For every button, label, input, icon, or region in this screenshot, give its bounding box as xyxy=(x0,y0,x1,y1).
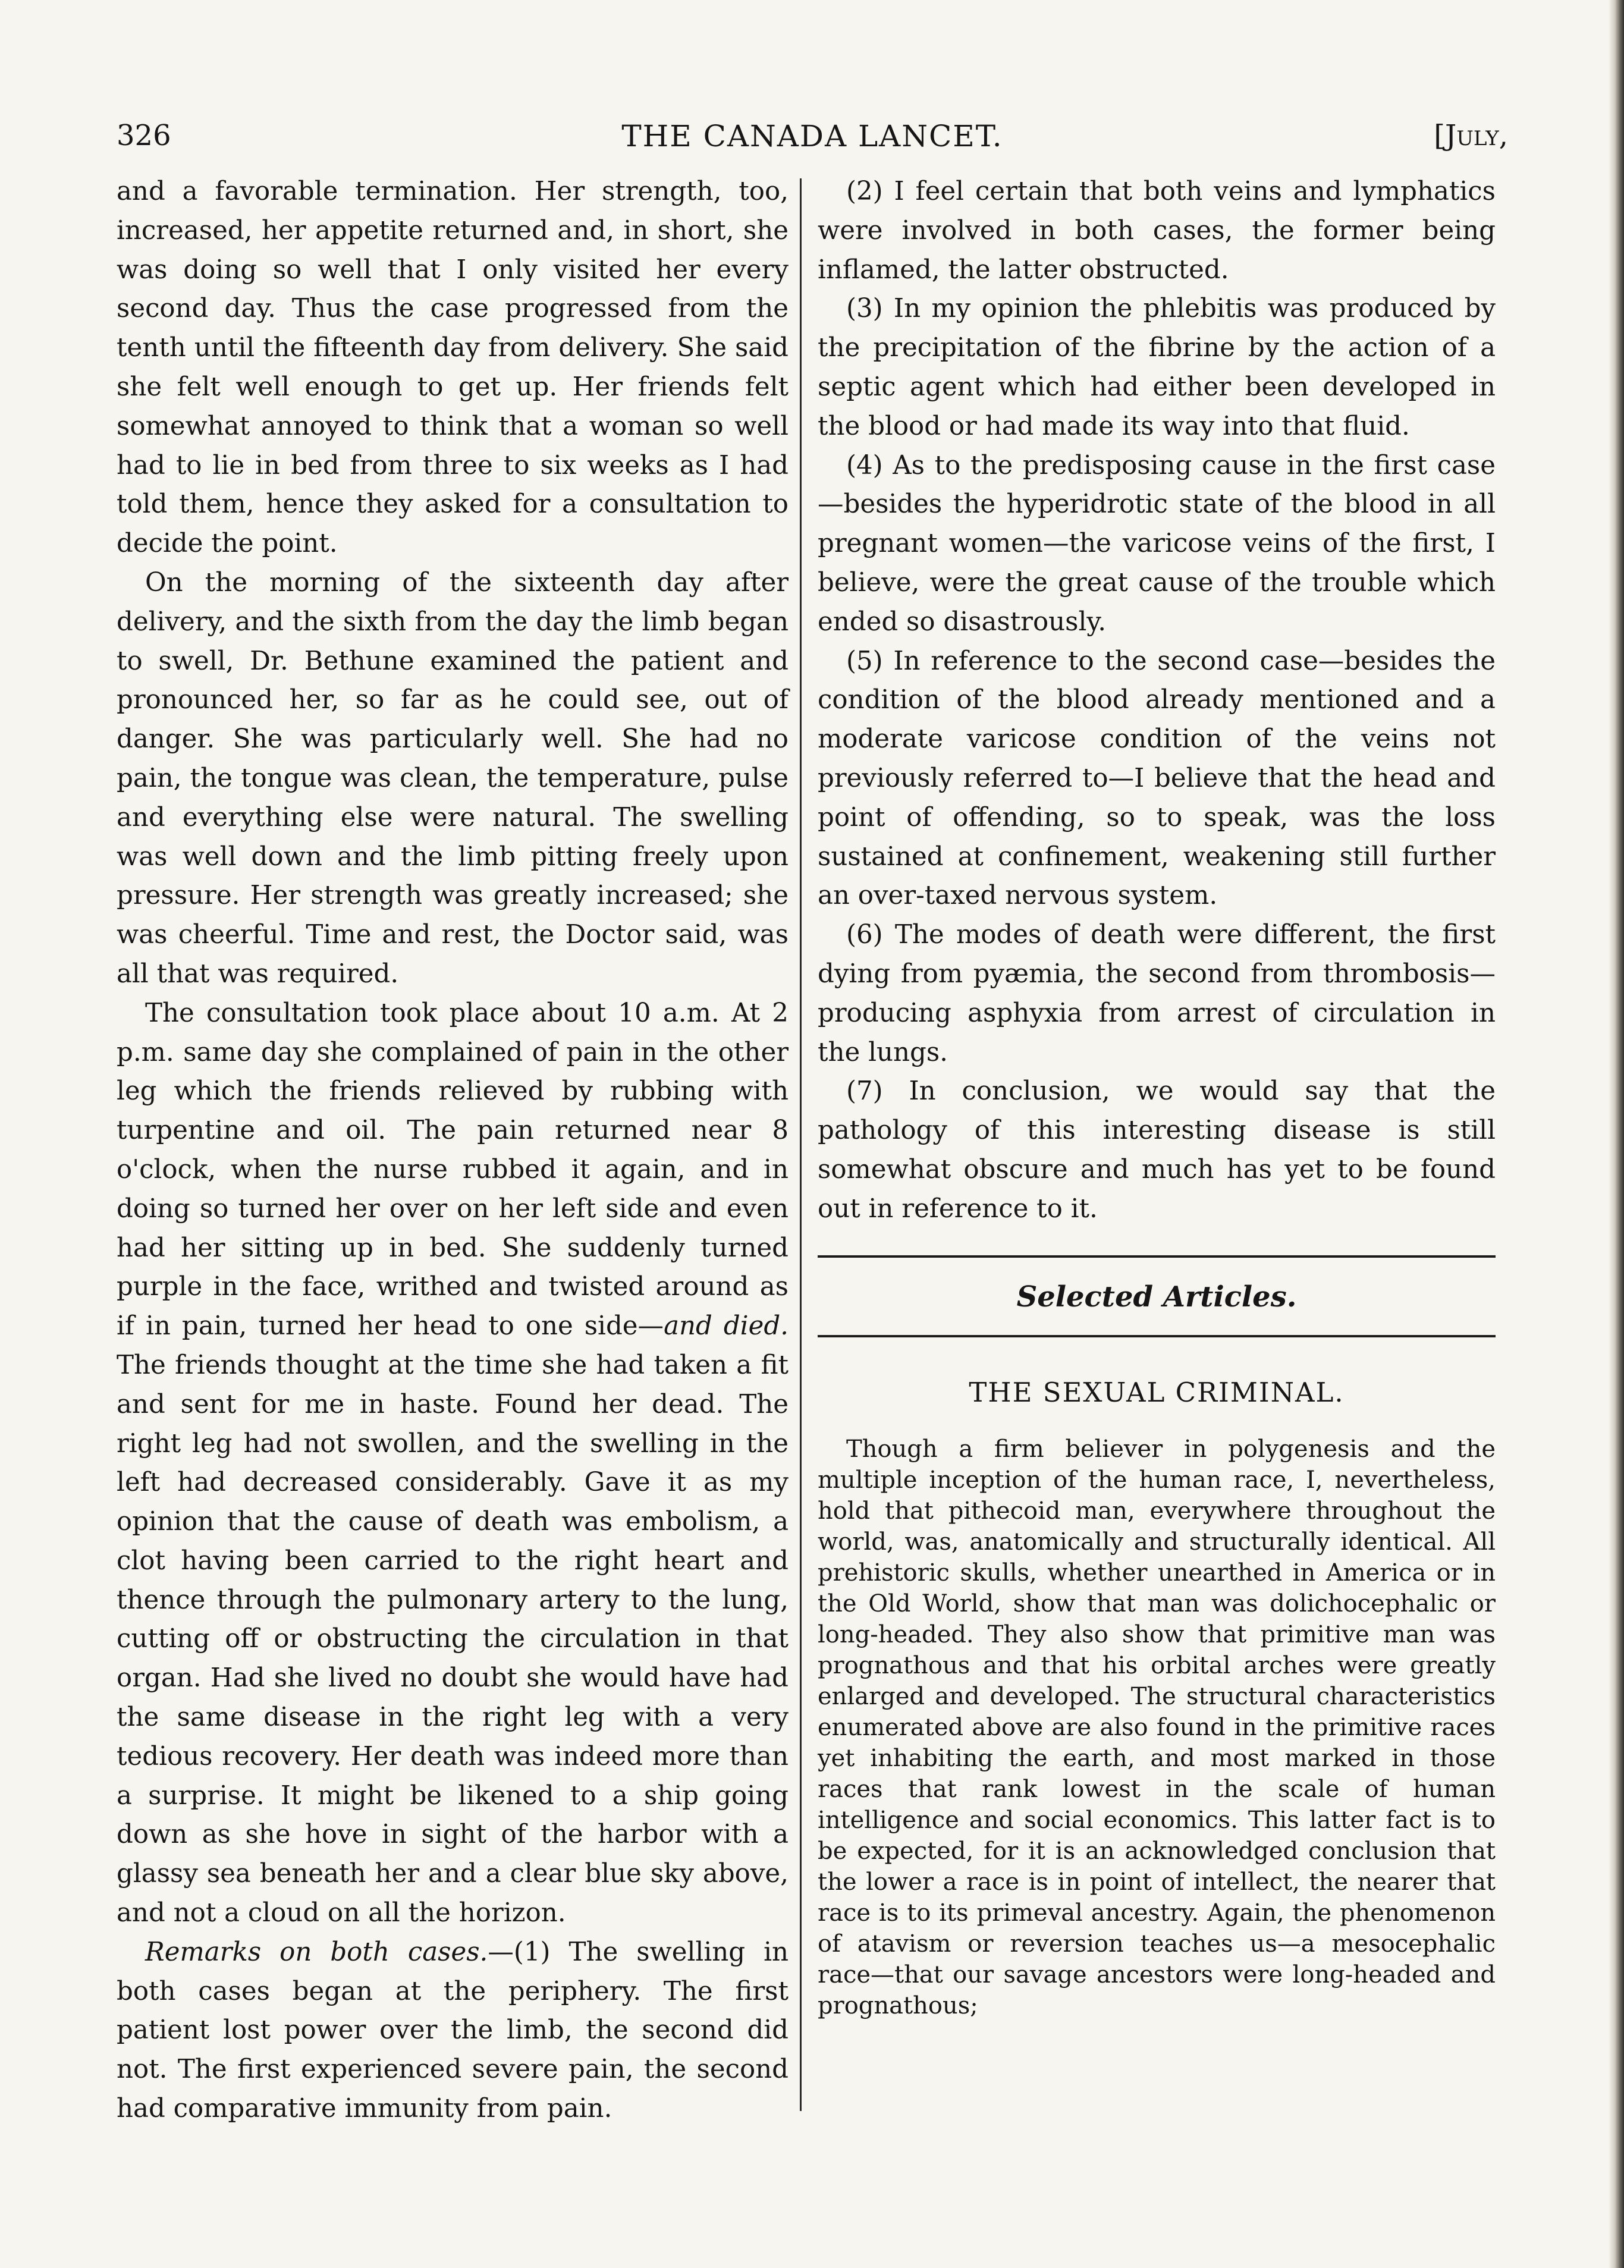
paragraph-text: The friends thought at the time she had taken a fit and sent for me in haste. Found her dead. The right leg had not swollen, and the swelling in the left had decreased considerably. Gave it as my opinion that the cause of death was embolism, a clot having been carried to the right heart and thence through the pulmonary artery to the lung, cutting off or obstructing the circulation in that organ. Had she lived no doubt she would have had the same disease in the right leg with a very tedious recovery. Her death was indeed more than a surprise. It might be likened to a ship going down as she hove in sight of the harbor with a glassy sea beneath her and a clear blue sky above, and not a cloud on all the horizon. xyxy=(117,1350,789,1928)
paragraph-text: The consultation took place about 10 a.m. At 2 p.m. same day she complained of pain in the other leg which the friends relieved by rubbing with turpentine and oil. The pain returned near 8 o'clock, when the nurse rubbed it again, and in doing so turned her over on her left side and even had her sitting up in bed. She suddenly turned purple in the face, writhed and twisted around as if in pain, turned her head to one side— xyxy=(117,998,789,1342)
paragraph: (6) The modes of death were different, the first dying from pyæmia, the second from thrombosis—producing asphyxia from arrest of circulation in the lungs. xyxy=(818,920,1496,1067)
paragraph xyxy=(117,1933,789,2129)
page-number: 326 xyxy=(117,119,171,152)
paragraph: (7) In conclusion, we would say that the pathology of this interesting disease is still somewhat obscure and much has yet to be found out in reference to it. xyxy=(818,1076,1496,1224)
paragraph xyxy=(117,994,789,1933)
page-header xyxy=(117,119,1508,167)
remarks-heading: Remarks on both cases. xyxy=(145,1937,488,1967)
paragraph: (2) I feel certain that both veins and lymphatics were involved in both cases, the former being inflamed, the latter obstructed. xyxy=(818,177,1496,285)
section-rule xyxy=(818,1335,1496,1337)
paragraph: (3) In my opinion the phlebitis was produced by the precipitation of the fibrine by the action of a septic agent which had either been developed in the blood or had made its way into that fluid. xyxy=(818,294,1496,441)
left-column xyxy=(117,172,789,2129)
column-divider xyxy=(800,178,802,2111)
issue-month: [July, xyxy=(1434,119,1508,152)
article-title: THE SEXUAL CRIMINAL. xyxy=(969,1376,1345,1408)
right-column xyxy=(818,172,1496,2021)
paragraph: (5) In reference to the second case—besides the condition of the blood already mentioned and a moderate varicose condition of the veins not previously referred to—I believe that the head and point of offending, so to speak, was the loss sustained at confinement, weakening still further an over-taxed nervous system. xyxy=(818,646,1496,911)
journal-title: THE CANADA LANCET. xyxy=(621,119,1003,153)
emphasis-text: and died. xyxy=(664,1311,789,1342)
article-text: Though a firm believer in polygenesis and the multiple inception of the human race, I, nevertheless, hold that pithecoid man, everywhere throughout the world, was, anatomically and structurally identical. All prehistoric skulls, whether unearthed in America or in the Old World, show that man was dolichocephalic or long-headed. They also show that primitive man was prognathous and that his orbital arches were greatly enlarged and developed. The structural characteristics enumerated above are also found in the primitive races yet inhabiting the earth, and most marked in those races that rank lowest in the scale of human intelligence and social economics. This latter fact is to be expected, for it is an acknowledged conclusion that the lower a race is in point of intellect, the nearer that race is to its primeval ancestry. Again, the phenomenon of atavism or reversion teaches us—a mesocephalic race—that our savage ancestors were long-headed and prognathous; xyxy=(818,1435,1496,2019)
paragraph: On the morning of the sixteenth day after delivery, and the sixth from the day the limb began to swell, Dr. Bethune examined the patient and pronounced her, so far as he could see, out of danger. She was particularly well. She had no pain, the tongue was clean, the temperature, pulse and everything else were natural. The swelling was well down and the limb pitting freely upon pressure. Her strength was greatly increased; she was cheerful. Time and rest, the Doctor said, was all that was required. xyxy=(117,567,789,989)
paragraph-text: —(1) The swelling in both cases began at the periphery. The first patient lost power over the limb, the second did not. The first experienced severe pain, the second had comparative immunity from pain. xyxy=(117,1937,789,2124)
paragraph: and a favorable termination. Her strength, too, increased, her appetite returned and, in short, she was doing so well that I only visited her every second day. Thus the case progressed from the tenth until the fifteenth day from delivery. She said she felt well enough to get up. Her friends felt somewhat annoyed to think that a woman so well had to lie in bed from three to six weeks as I had told them, hence they asked for a consultation to decide the point. xyxy=(117,177,789,559)
section-rule xyxy=(818,1255,1496,1258)
section-heading: Selected Articles. xyxy=(1016,1280,1297,1314)
book-binding-edge xyxy=(1609,0,1624,2268)
paragraph: (4) As to the predisposing cause in the first case—besides the hyperidrotic state of the blood in all pregnant women—the varicose veins of the first, I believe, were the great cause of the trouble which ended so disastrously. xyxy=(818,450,1496,637)
